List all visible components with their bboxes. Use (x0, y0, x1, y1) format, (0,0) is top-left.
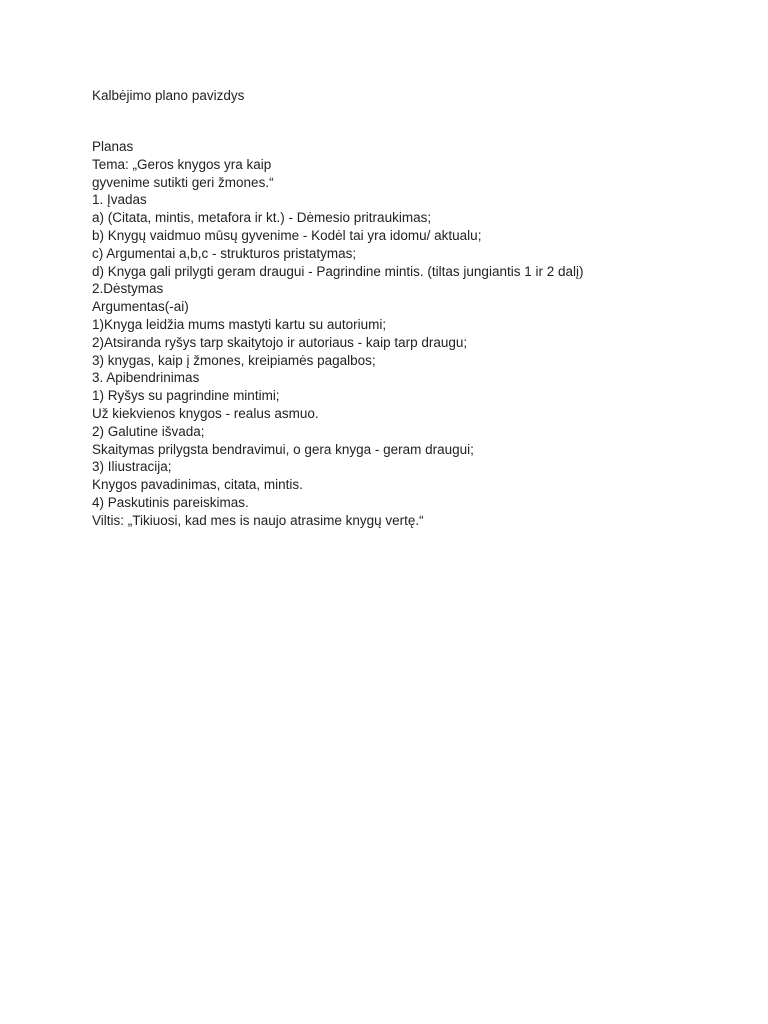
plan-item: Už kiekvienos knygos - realus asmuo. (92, 405, 319, 421)
topic-line: gyvenime sutikti geri žmones.“ (92, 174, 274, 190)
plan-item: 2)Atsiranda ryšys tarp skaitytojo ir autoriaus - kaip tarp draugu; (92, 334, 468, 350)
plan-item: 3) knygas, kaip į žmones, kreipiamės pagalbos; (92, 352, 376, 368)
plan-item: Knygos pavadinimas, citata, mintis. (92, 477, 303, 493)
plan-item: d) Knyga gali prilygti geram draugui - Pagrindine mintis. (tiltas jungiantis 1 ir 2 dalį) (92, 263, 584, 279)
plan-item: c) Argumentai a,b,c - strukturos pristatymas; (92, 245, 357, 261)
plan-item: 3) Iliustracija; (92, 459, 172, 475)
section-heading-intro: 1. Įvadas (92, 192, 147, 208)
plan-item: a) (Citata, mintis, metafora ir kt.) - Dėmesio pritraukimas; (92, 210, 432, 226)
section-heading-body: 2.Dėstymas (92, 281, 164, 297)
section-heading-conclusion: 3. Apibendrinimas (92, 370, 200, 386)
heading-plan: Planas (92, 139, 134, 154)
plan-item: 1)Knyga leidžia mums mastyti kartu su autoriumi; (92, 316, 387, 332)
plan-item: 1) Ryšys su pagrindine mintimi; (92, 388, 280, 404)
subheading-arguments: Argumentas(-ai) (92, 299, 189, 315)
plan-item: 2) Galutine išvada; (92, 423, 205, 439)
document-title: Kalbėjimo plano pavizdys (92, 88, 245, 103)
plan-item: b) Knygų vaidmuo mūsų gyvenime - Kodėl tai yra idomu/ aktualu; (92, 227, 482, 243)
topic-line: Tema: „Geros knygos yra kaip (92, 156, 272, 172)
plan-item: 4) Paskutinis pareiskimas. (92, 494, 249, 510)
speech-plan-body (92, 138, 583, 530)
plan-item: Viltis: „Tikiuosi, kad mes is naujo atrasime knygų vertę.“ (92, 512, 424, 528)
plan-item: Skaitymas prilygsta bendravimui, o gera knyga - geram draugui; (92, 441, 474, 457)
